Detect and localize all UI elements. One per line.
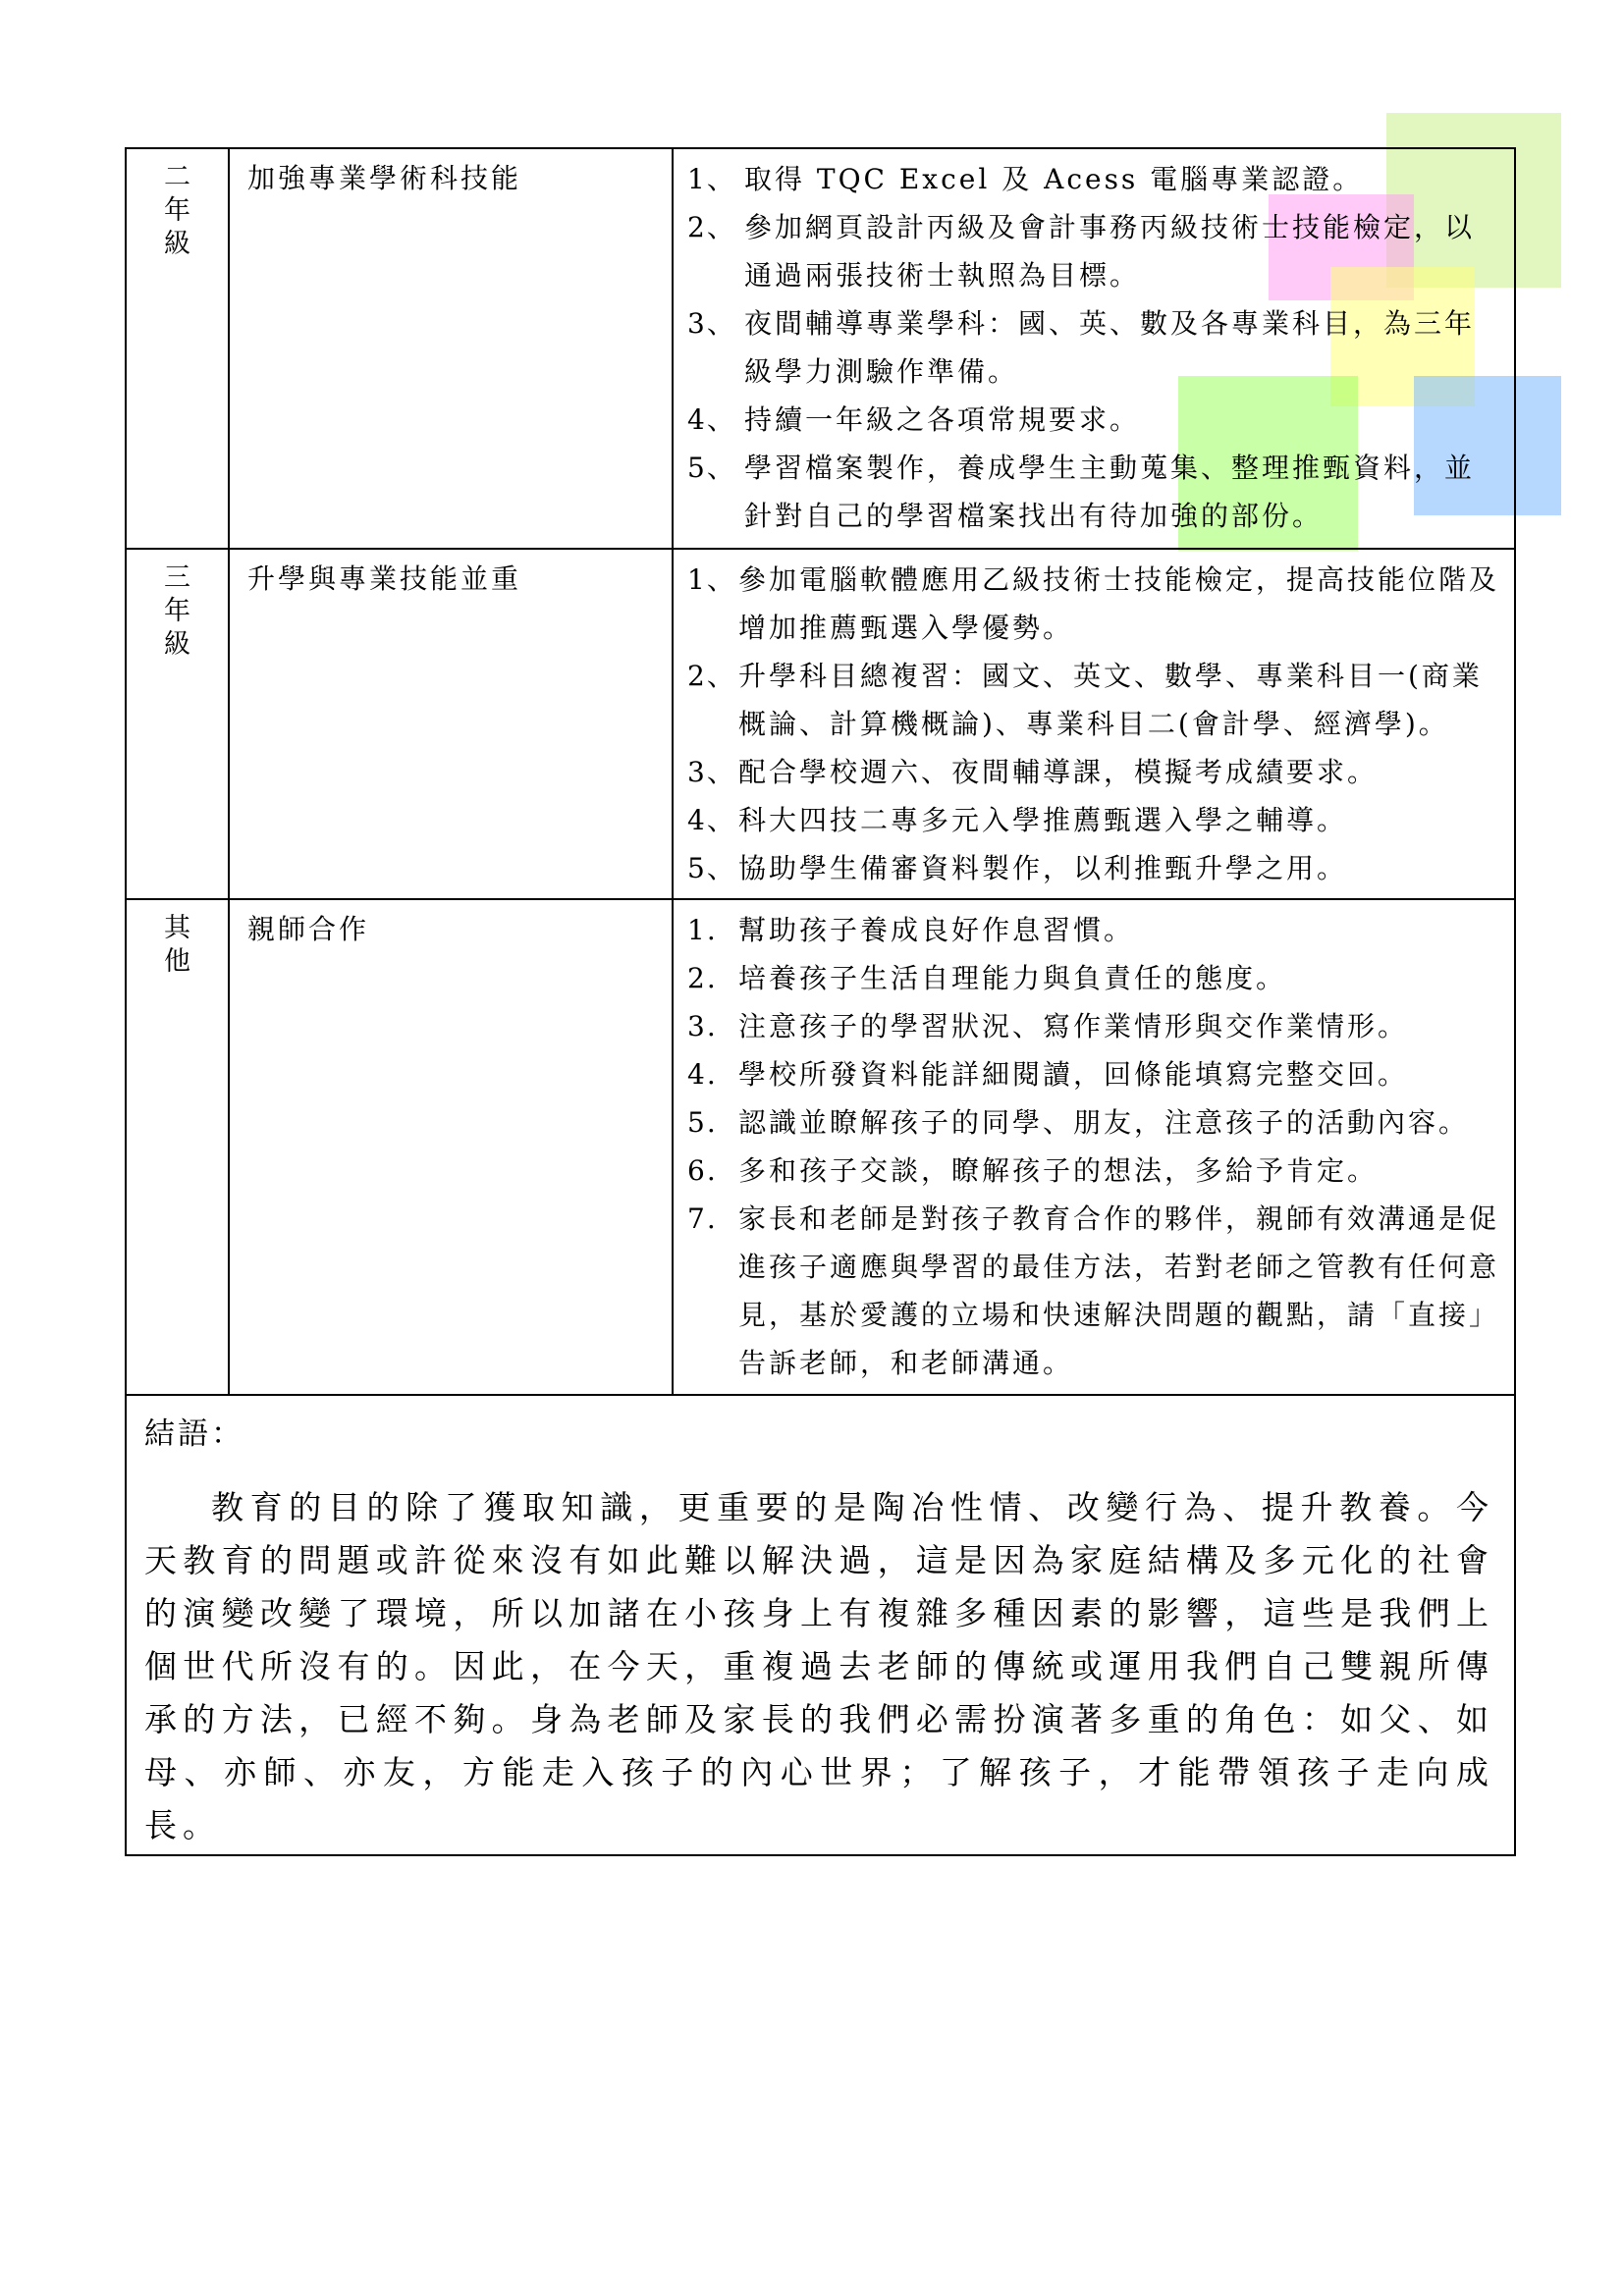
items-cell [673, 899, 1515, 1395]
list-item: 5、 協助學生備審資料製作，以利推甄升學之用。 [687, 852, 1348, 884]
list-item: 1. 幫助孩子養成良好作息習慣。 [687, 914, 1135, 946]
list-item: 4、 持續一年級之各項常規要求。 [687, 403, 1141, 436]
list-item: 1、 參加電腦軟體應用乙級技術士技能檢定，提高技能位階及增加推薦甄選入學優勢。 [687, 563, 1500, 644]
grade-char: 年 [164, 195, 190, 226]
list-item: 5. 認識並瞭解孩子的同學、朋友，注意孩子的活動內容。 [687, 1106, 1470, 1139]
grade-char: 二 [164, 162, 190, 192]
list-item: 3、 夜間輔導專業學科：國、英、數及各專業科目，為三年級學力測驗作準備。 [687, 307, 1476, 388]
grade-cell [126, 148, 229, 549]
table-row-grade-3 [126, 549, 1515, 899]
list-item: 3、 配合學校週六、夜間輔導課，模擬考成績要求。 [687, 756, 1379, 788]
grade-char: 三 [164, 562, 190, 593]
list-item: 6. 多和孩子交談，瞭解孩子的想法，多給予肯定。 [687, 1154, 1379, 1187]
list-item: 7. 家長和老師是對孩子教育合作的夥伴，親師有效溝通是促進孩子適應與學習的最佳方法，若對老師之管教有任何意見，基於愛護的立場和快速解決問題的觀點，請「直接」告訴老師，和老師溝通。 [687, 1202, 1500, 1379]
grade-char: 級 [164, 629, 190, 660]
table-row-other [126, 899, 1515, 1395]
items-cell [673, 148, 1515, 549]
list-item: 2、 參加網頁設計丙級及會計事務丙級技術士技能檢定，以通過兩張技術士執照為目標。 [687, 211, 1476, 292]
list-item: 4. 學校所發資料能詳細閱讀，回條能填寫完整交回。 [687, 1058, 1409, 1091]
grade-cell [126, 899, 229, 1395]
goal-cell: 升學與專業技能並重 [229, 549, 673, 899]
grade-cell [126, 549, 229, 899]
plan-table [125, 147, 1516, 1396]
conclusion-label: 結語： [144, 1416, 244, 1452]
grade-char: 級 [164, 229, 190, 259]
items-cell [673, 549, 1515, 899]
grade-char: 其 [164, 913, 190, 943]
list-item: 2、 升學科目總複習：國文、英文、數學、專業科目一(商業概論、計算機概論)、專業科目二(會計學、經濟學)。 [687, 660, 1483, 740]
list-item: 1、 取得 TQC Excel 及 Acess 電腦專業認證。 [687, 163, 1364, 195]
grade-char: 年 [164, 596, 190, 626]
conclusion-section [125, 1393, 1516, 1856]
list-item: 3. 注意孩子的學習狀況、寫作業情形與交作業情形。 [687, 1010, 1409, 1042]
table-row-grade-2 [126, 148, 1515, 549]
list-item: 4、 科大四技二專多元入學推薦甄選入學之輔導。 [687, 804, 1348, 836]
list-item: 2. 培養孩子生活自理能力與負責任的態度。 [687, 962, 1287, 994]
conclusion-body: 教育的目的除了獲取知識，更重要的是陶冶性情、改變行為、提升教養。今天教育的問題或許從來沒有如此難以解決過，這是因為家庭結構及多元化的社會的演變改變了環境，所以加諸在小孩身上有複雜多種因素的影響，這些是我們上個世代所沒有的。因此，在今天，重複過去老師的傳統或運用我們自己雙親所傳承的方法，已經不夠。身為老師及家長的我們必需扮演著多重的角色：如父、如母、亦師、亦友，方能走入孩子的內心世界；了解孩子，才能帶領孩子走向成長。 [144, 1488, 1494, 1844]
grade-char: 他 [164, 946, 190, 977]
goal-cell: 親師合作 [229, 899, 673, 1395]
goal-cell: 加強專業學術科技能 [229, 148, 673, 549]
list-item: 5、 學習檔案製作，養成學生主動蒐集、整理推甄資料，並針對自己的學習檔案找出有待加強的部份。 [687, 452, 1476, 532]
